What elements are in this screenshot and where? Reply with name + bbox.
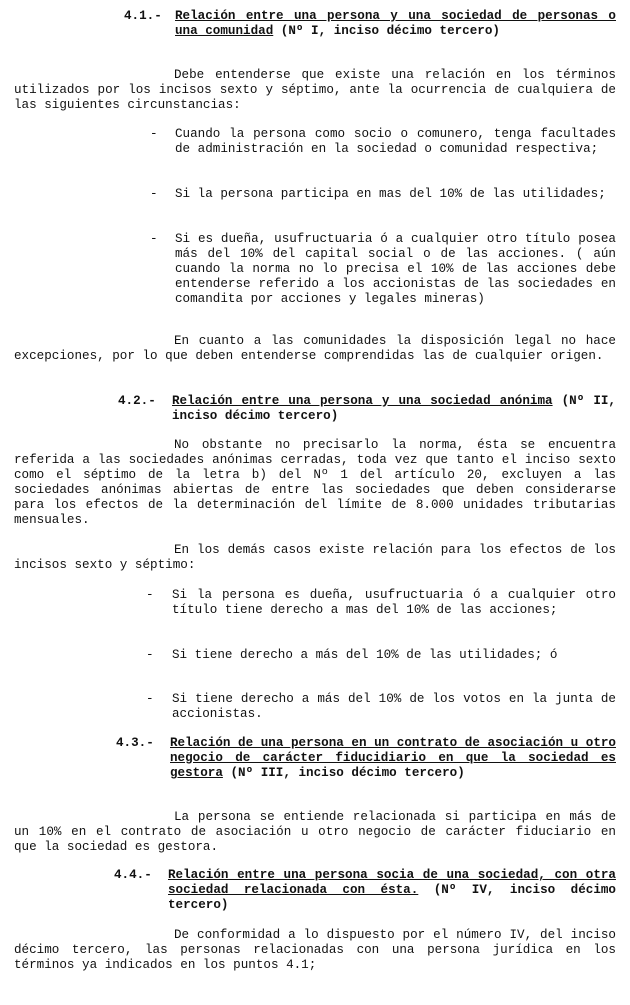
bullet-dash: -	[150, 187, 158, 201]
paragraph: En los demás casos existe relación para los efectos de los incisos sexto y séptimo:	[14, 543, 616, 572]
section-title-rest: (Nº IV, inciso décimo tercero)	[168, 883, 616, 912]
section-title	[172, 394, 616, 424]
list-item-text: Si la persona participa en mas del 10% de las utilidades;	[175, 187, 606, 201]
list-item-text: Si la persona es dueña, usufructuaria ó a cualquier otro título tiene derecho a mas del 10% de las acciones;	[172, 588, 616, 617]
bullet-dash: -	[146, 648, 154, 662]
paragraph: En cuanto a las comunidades la disposición legal no hace excepciones, por lo que deben entenderse comprendidas las de cualquier origen.	[14, 334, 616, 363]
list-item-text: Cuando la persona como socio o comunero, tenga facultades de administración en la sociedad o comunidad respectiva;	[175, 127, 616, 156]
bullet-dash: -	[150, 232, 158, 246]
bullet-dash: -	[146, 588, 154, 602]
list-item-text: Si tiene derecho a más del 10% de las utilidades; ó	[172, 648, 558, 662]
section-title-underlined: Relación entre una persona y una sociedad de personas o una comunidad	[175, 9, 616, 38]
section-number: 4.4.-	[114, 868, 152, 882]
paragraph: De conformidad a lo dispuesto por el número IV, del inciso décimo tercero, las personas relacionadas con una persona jurídica en los términos ya indicados en los puntos 4.1;	[14, 928, 616, 972]
section-title-rest: (Nº I, inciso décimo tercero)	[273, 24, 500, 38]
section-title-underlined: Relación entre una persona y una sociedad anónima	[172, 394, 553, 408]
section-title-underlined: Relación entre una persona socia de una sociedad, con otra sociedad relacionada con ésta.	[168, 868, 616, 897]
paragraph: La persona se entiende relacionada si participa en más de un 10% en el contrato de asociación u otro negocio de carácter fiduciario en que la sociedad es gestora.	[14, 810, 616, 854]
paragraph: Debe entenderse que existe una relación en los términos utilizados por los incisos sexto y séptimo, ante la ocurrencia de cualquiera de las siguientes circunstancias:	[14, 68, 616, 112]
bullet-dash: -	[150, 127, 158, 141]
paragraph: No obstante no precisarlo la norma, ésta se encuentra referida a las sociedades anónimas cerradas, toda vez que tanto el inciso sexto como el séptimo de la letra b) del Nº 1 del artículo 20, excluyen a las sociedades anónimas abiertas de entre las sociedades que deben considerarse para los efectos de la determinación del límite de 8.000 unidades tributarias mensuales.	[14, 438, 616, 527]
section-title-underlined: Relación de una persona en un contrato de asociación u otro negocio de carácter fiducidiario en que la sociedad es gestora	[170, 736, 616, 780]
section-title	[168, 868, 616, 913]
list-item-text: Si tiene derecho a más del 10% de los votos en la junta de accionistas.	[172, 692, 616, 721]
bullet-dash: -	[146, 692, 154, 706]
section-title-rest: (Nº III, inciso décimo tercero)	[222, 766, 465, 780]
section-number: 4.1.-	[124, 9, 162, 23]
list-item-text: Si es dueña, usufructuaria ó a cualquier otro título posea más del 10% del capital social o de las acciones. ( aún cuando la norma no lo precisa el 10% de las acciones debe entenderse referido a los accionistas de las sociedades en comandita por acciones y legales mineras)	[175, 232, 616, 306]
section-title	[170, 736, 616, 781]
section-title	[175, 9, 616, 39]
section-title-rest: (Nº II, inciso décimo tercero)	[172, 394, 616, 423]
section-number: 4.2.-	[118, 394, 156, 408]
section-number: 4.3.-	[116, 736, 154, 750]
